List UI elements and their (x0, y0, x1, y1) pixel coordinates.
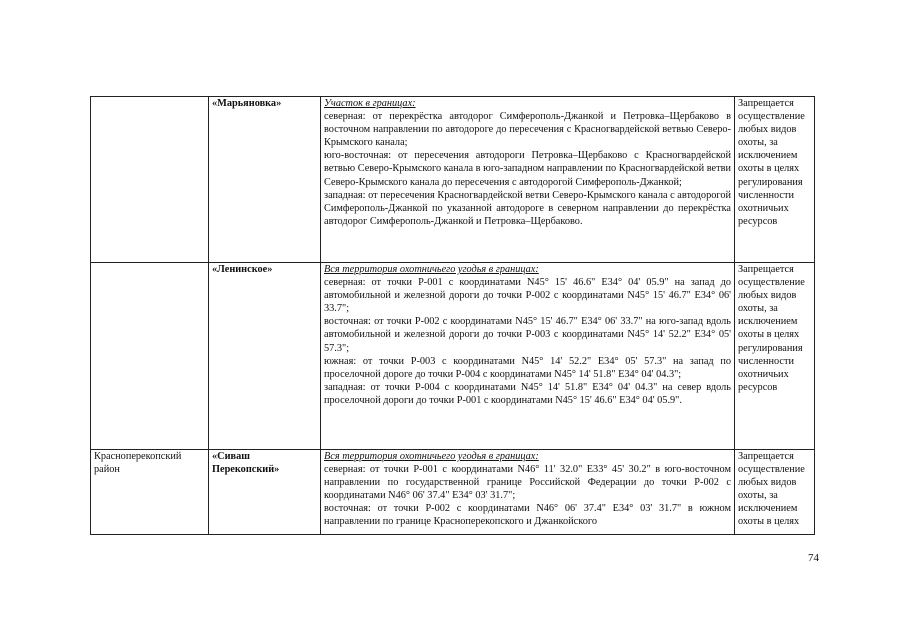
prohibition-line: численности (738, 355, 794, 367)
prohibition-line: Запрещается (738, 98, 794, 109)
prohibition-cell (735, 97, 815, 263)
prohibition-line: любых видов (738, 124, 797, 136)
prohibition-line: охоты, за (738, 137, 778, 149)
boundary-north: северная: от перекрёстка автодорог Симферополь-Джанкой и Петровка–Щербаково в восточном направлении по автодороге до пересечения с Красногвардейской ветвью Северо-Крымского канала; (324, 111, 731, 149)
prohibition-line: охоты, за (738, 490, 778, 502)
prohibition-line: ресурсов (738, 381, 778, 393)
prohibition-line: исключением (738, 150, 798, 162)
prohibition-line: осуществление (738, 111, 805, 123)
prohibition-line: ресурсов (738, 215, 778, 227)
prohibition-cell (735, 263, 815, 450)
prohibition-line: численности (738, 189, 794, 201)
district-cell (91, 263, 209, 450)
prohibition-line: исключением (738, 316, 798, 328)
boundary-south: южная: от точки Р-003 с координатами N45° 14' 52.2" E34° 05' 57.3" на запад по проселочной дороге до точки Р-004 с координатами N45° 14' 51.8" E34° 04' 04.3"; (324, 355, 731, 380)
prohibition-line: охотничьих (738, 368, 789, 380)
district-cell: Красноперекопский район (91, 450, 209, 535)
boundary-east: восточная: от точки Р-002 с координатами N46° 06' 37.4" E34° 03' 31.7" в южном направлении по границе Красноперекопского и Джанкойского (324, 503, 731, 528)
boundary-north: северная: от точки Р-001 с координатами N45° 15' 46.6" E34° 04' 05.9" на запад до автомобильной и железной дороги до точки Р-002 с координатами N45° 15' 46.7" E34° 06' 33.7"; (324, 277, 731, 315)
prohibition-line: Запрещается (738, 264, 794, 275)
prohibition-line: охоты в целях (738, 516, 800, 528)
boundary-east: восточная: от точки Р-002 с координатами N45° 15' 46.7" E34° 06' 33.7" на юго-запад вдоль автомобильной и железной дороги до точки Р-003 с координатами N45° 14' 52.2" E34° 05' 57.3"; (324, 316, 731, 354)
table-row (91, 97, 815, 263)
prohibition-line: любых видов (738, 477, 797, 489)
district-cell (91, 97, 209, 263)
hunting-ground-name: «Сиваш Перекопский» (209, 450, 321, 535)
prohibition-line: любых видов (738, 290, 797, 302)
boundary-west: западная: от точки Р-004 с координатами N45° 14' 51.8" E34° 04' 04.3" на север вдоль проселочной дороги до точки Р-001 с координатами N45° 15' 46.6" E34° 04' 05.9". (324, 381, 731, 406)
prohibition-line: охоты, за (738, 303, 778, 315)
prohibition-line: охотничьих (738, 202, 789, 214)
description-heading: Вся территория охотничьего угодья в границах: (324, 451, 539, 462)
table-row (91, 450, 815, 535)
prohibition-line: регулирования (738, 342, 803, 354)
boundary-description (321, 97, 735, 263)
boundary-description (321, 450, 735, 535)
prohibition-line: осуществление (738, 277, 805, 289)
hunting-ground-name: «Ленинское» (209, 263, 321, 450)
prohibition-line: охоты в целях (738, 329, 800, 341)
prohibition-cell (735, 450, 815, 535)
hunting-ground-name: «Марьяновка» (209, 97, 321, 263)
table-row (91, 263, 815, 450)
hunting-grounds-table (90, 96, 815, 535)
boundary-north: северная: от точки Р-001 с координатами N46° 11' 32.0" E33° 45' 30.2" в юго-восточном направлении по государственной границе Российской Федерации до точки Р-002 с координатами N46° 06' 37.4" E34° 03' 31.7"; (324, 464, 731, 502)
prohibition-line: осуществление (738, 464, 805, 476)
boundary-description (321, 263, 735, 450)
prohibition-line: Запрещается (738, 451, 794, 462)
description-heading: Участок в границах: (324, 98, 416, 109)
description-heading: Вся территория охотничьего угодья в границах: (324, 264, 539, 275)
prohibition-line: регулирования (738, 176, 803, 188)
page-number: 74 (808, 552, 819, 564)
boundary-southeast: юго-восточная: от пересечения автодороги Петровка–Щербаково с Красногвардейской ветвью Северо-Крымского канала в юго-западном направлении по Красногвардейской ветви Северо-Крымского канала до пересечения с автодорогой Симферополь-Джанкой; (324, 150, 731, 188)
prohibition-line: охоты в целях (738, 163, 800, 175)
boundary-west: западная: от пересечения Красногвардейской ветви Северо-Крымского канала с автодорогой Симферополь-Джанкой по указанной автодороге в северном направлении до перекрёстка автодорог Симферополь-Джанкой и Петровка–Щербаково. (324, 189, 731, 227)
prohibition-line: исключением (738, 503, 798, 515)
